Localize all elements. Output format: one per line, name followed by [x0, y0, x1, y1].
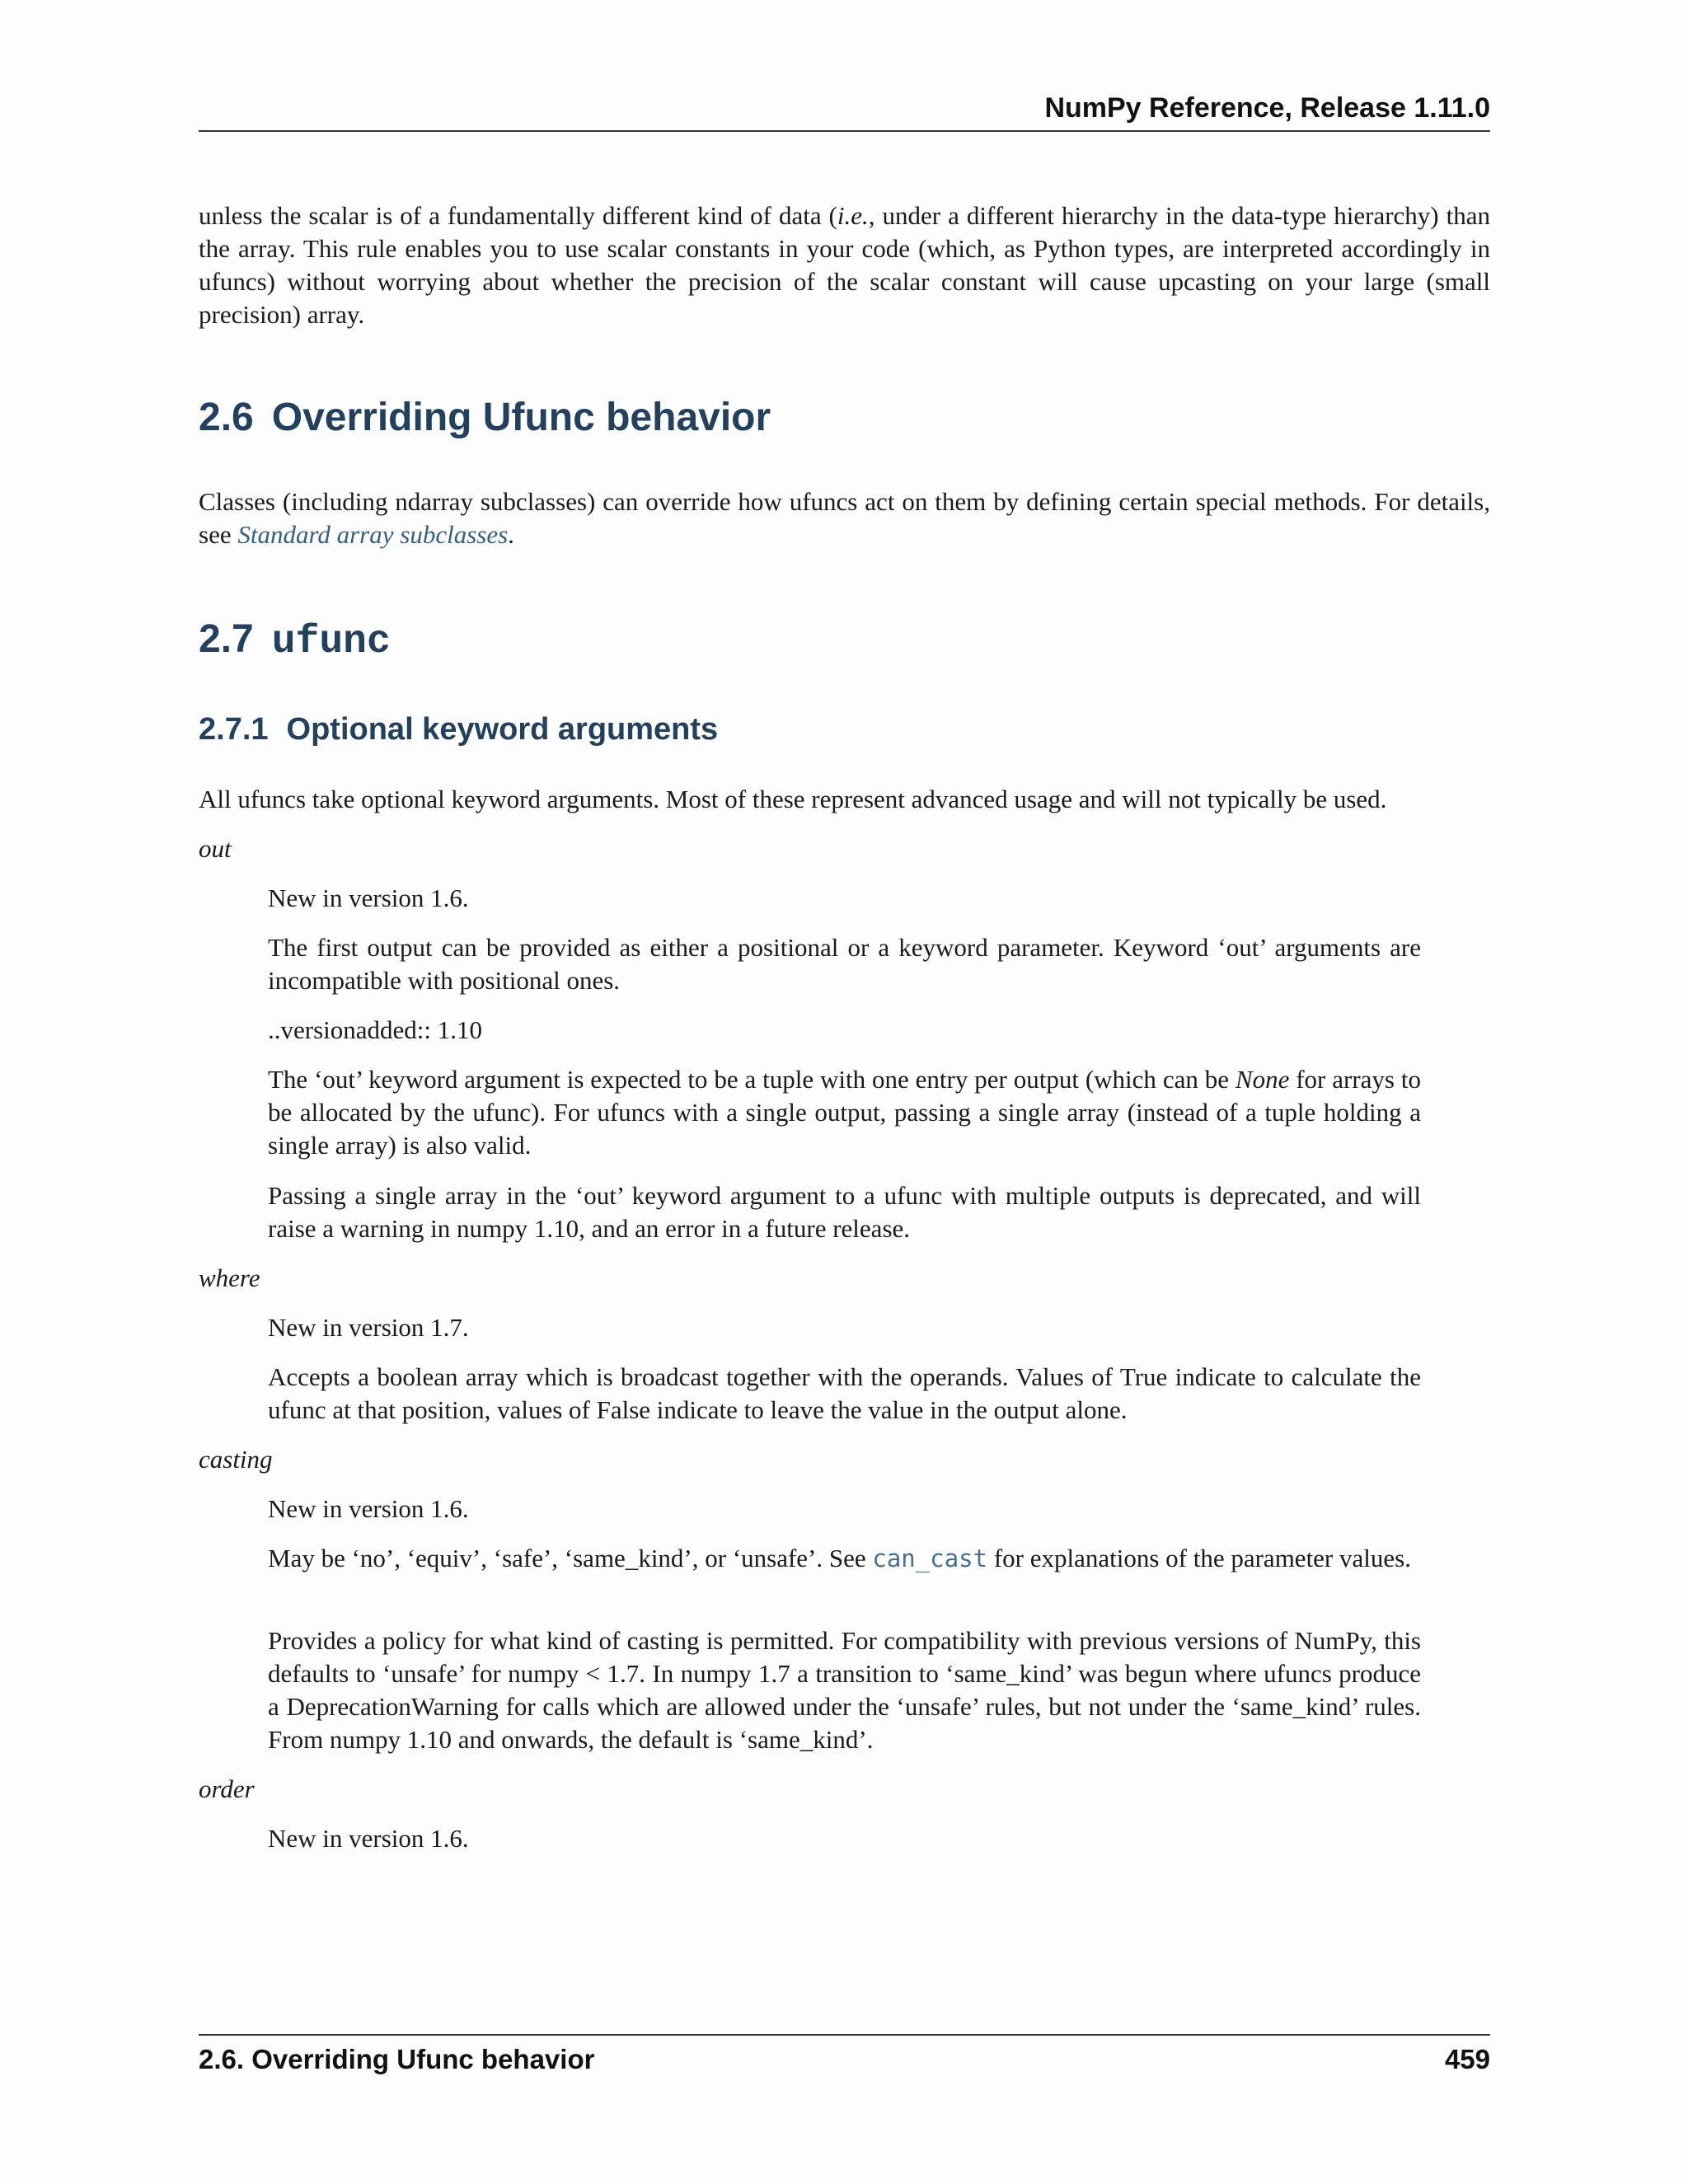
section-title: ufunc — [271, 620, 391, 664]
out-paragraph-3 — [268, 1063, 1421, 1162]
where-version: New in version 1.7. — [268, 1313, 469, 1342]
where-paragraph-1: Accepts a boolean array which is broadcast together with the operands. Values of True indicate to calculate the ufunc at that position, values of False indicate to leave the value in the output alone. — [268, 1362, 1421, 1424]
section-number: 2.7 — [199, 617, 254, 661]
term-casting: casting — [199, 1445, 273, 1474]
section-2-6-paragraph — [199, 485, 1490, 551]
section-title: Overriding Ufunc behavior — [271, 396, 771, 439]
intro-ie: i.e. — [837, 201, 869, 230]
keyword-args-intro: All ufuncs take optional keyword arguments. Most of these represent advanced usage and will not typically be used. — [199, 785, 1387, 813]
intro-text-1: unless the scalar is of a fundamentally different kind of data ( — [199, 201, 837, 230]
section-2-6-text: Classes (including ndarray subclasses) can override how ufuncs act on them by defining certain special methods. For details, see — [199, 487, 1490, 549]
can-cast-link[interactable]: can_cast — [872, 1544, 988, 1572]
section-heading-2-7-1 — [199, 710, 1490, 748]
out-paragraph-4: Passing a single array in the ‘out’ keyword argument to a ufunc with multiple outputs is deprecated, and will raise a warning in numpy 1.10, and an error in a future release. — [268, 1181, 1421, 1243]
page-number: 459 — [1444, 2044, 1490, 2074]
term-where: where — [199, 1263, 260, 1292]
document-page — [199, 0, 1490, 2184]
out-p3-none: None — [1235, 1065, 1290, 1094]
out-paragraph-2: ..versionadded:: 1.10 — [268, 1015, 483, 1044]
header-rule — [199, 130, 1490, 132]
subsection-number: 2.7.1 — [199, 712, 269, 747]
section-heading-2-6 — [199, 395, 1490, 441]
section-heading-2-7 — [199, 616, 1490, 665]
footer-rule — [199, 2034, 1490, 2036]
casting-p1-text-2: for explanations of the parameter values. — [987, 1544, 1411, 1572]
intro-paragraph — [199, 199, 1490, 331]
intro-text-2: , under a different hierarchy in the data-type hierarchy) than the array. This rule enables you to use scalar constants in your code (which, as Python types, are interpreted accordingly in ufuncs) without worrying about whether the precision of the scalar constant will cause upcasting on your large (small precision) array. — [199, 201, 1490, 329]
casting-paragraph-1 — [268, 1542, 1421, 1575]
term-out: out — [199, 834, 232, 863]
section-number: 2.6 — [199, 396, 254, 439]
standard-array-subclasses-link[interactable]: Standard array subclasses — [237, 520, 509, 549]
out-p3-text-1: The ‘out’ keyword argument is expected to be a tuple with one entry per output (which can be — [268, 1065, 1236, 1094]
term-order: order — [199, 1774, 255, 1803]
casting-paragraph-2: Provides a policy for what kind of casting is permitted. For compatibility with previous versions of NumPy, this defaults to ‘unsafe’ for numpy < 1.7. In numpy 1.7 a transition to ‘same_kind’ was begun where ufuncs produce a DeprecationWarning for calls which are allowed under the ‘unsafe’ rules, but not under the ‘same_kind’ rules. From numpy 1.10 and onwards, the default is ‘same_kind’. — [268, 1626, 1421, 1754]
out-p3-text-2: for arrays to be allocated by the ufunc). For ufuncs with a single output, passing a single array (instead of a tuple holding a single array) is also valid. — [268, 1065, 1421, 1160]
casting-version: New in version 1.6. — [268, 1494, 469, 1523]
section-2-6-period: . — [508, 520, 514, 549]
running-header: NumPy Reference, Release 1.11.0 — [1044, 92, 1490, 124]
order-version: New in version 1.6. — [268, 1824, 469, 1853]
out-paragraph-1: The first output can be provided as either a positional or a keyword parameter. Keyword ‘out’ arguments are incompatible with positional ones. — [268, 933, 1421, 995]
out-version: New in version 1.6. — [268, 883, 469, 912]
casting-p1-text-1: May be ‘no’, ‘equiv’, ‘safe’, ‘same_kind’, or ‘unsafe’. See — [268, 1544, 873, 1572]
footer-section-title: 2.6. Overriding Ufunc behavior — [199, 2044, 595, 2074]
subsection-title: Optional keyword arguments — [286, 712, 719, 747]
